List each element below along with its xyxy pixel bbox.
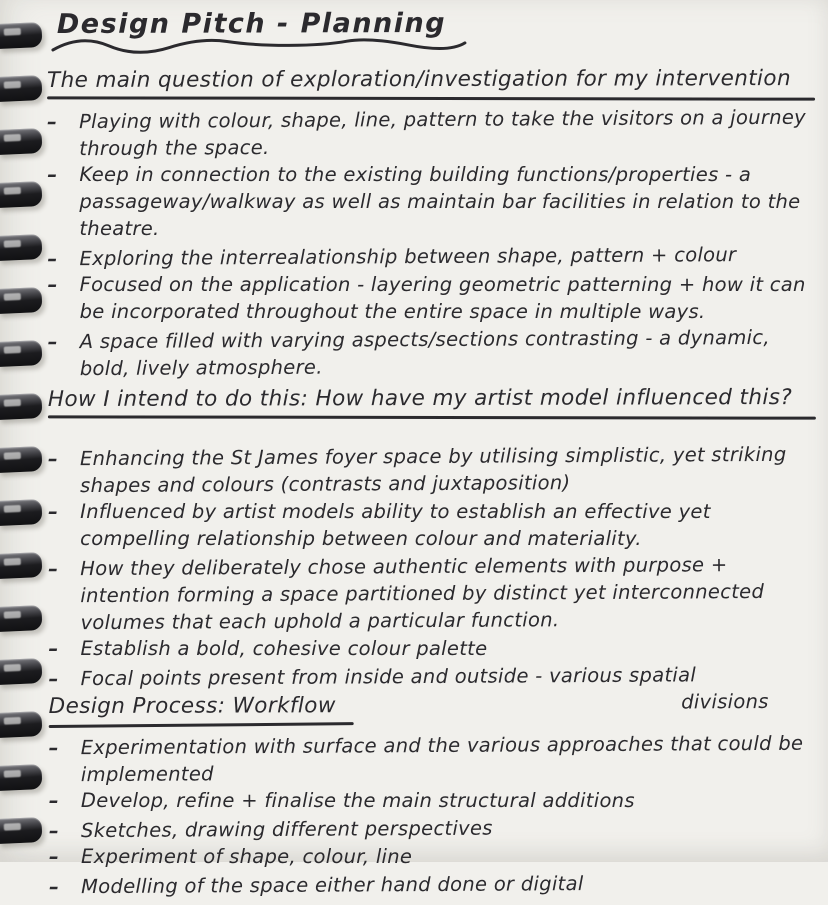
list-item: – Exploring the interrealationship between shape, pattern + colour [47,241,807,273]
list-item: – Keep in connection to the existing building functions/properties - a passageway/walkway as well as maintain bar facilities in relation to the theatre. [47,161,807,242]
spacer [48,424,808,440]
spiral-ring [0,287,43,314]
spiral-ring [0,75,43,102]
section-2-heading: How I intend to do this: How have my artist model influenced this? [47,385,793,412]
list-item: – How they deliberately chose authentic elements with purpose + intention forming a space partitioned by distinct yet interconnected volumes that each uphold a particular function. [48,551,808,637]
spiral-ring [0,605,43,632]
spiral-ring [0,446,43,473]
section-1-heading-block [47,66,807,101]
section-1-bullets [47,105,808,381]
heading-underline [48,415,816,419]
wavy-underline [49,37,469,58]
spiral-ring [0,340,43,367]
list-item: – Enhancing the St James foyer space by utilising simplistic, yet striking shapes and colours (contrasts and juxtaposition) [48,441,808,500]
list-item: – Experiment of shape, colour, line [49,843,809,870]
spiral-ring [0,711,43,738]
list-item: – Influenced by artist models ability to establish an effective yet compelling relationship between colour and materiality. [48,498,808,552]
list-item: – Focused on the application - layering geometric patterning + how it can be incorporated throughout the entire space in multiple ways. [48,271,808,325]
spiral-ring [0,234,43,261]
list-item: – Focal points present from inside and outside - various spatial divisions [48,661,808,720]
spiral-ring [0,499,43,526]
list-item: – Experimentation with surface and the various approaches that could be implemented [49,730,809,789]
spiral-ring [0,181,43,208]
spiral-ring [0,764,43,791]
section-3-bullets [49,731,809,899]
list-item: – Modelling of the space either hand done or digital [49,869,809,901]
spiral-ring [0,658,43,685]
spiral-ring [0,128,43,155]
list-item: – Develop, refine + finalise the main structural additions [49,787,809,814]
section-3-heading: Design Process: Workflow [48,693,336,719]
spiral-ring [0,393,43,420]
handwritten-notes [47,3,809,905]
section-2-bullets [48,442,809,718]
title-block [57,8,469,58]
spiral-ring [0,22,43,49]
section-1-heading: The main question of exploration/investigation for my intervention [46,66,792,93]
heading-underline [47,96,815,100]
list-item: – A space filled with varying aspects/sections contrasting - a dynamic, bold, lively atmosphere. [48,324,808,383]
list-item: – Establish a bold, cohesive colour palette [49,635,809,662]
section-3-heading-block [49,693,354,727]
list-item: – Sketches, drawing different perspectives [49,813,809,845]
spiral-binding [0,0,52,862]
page-title: Design Pitch - Planning [56,7,447,40]
spiral-ring [0,817,43,844]
list-item: – Playing with colour, shape, line, pattern to take the visitors on a journey through the space. [47,104,807,163]
spiral-ring [0,552,43,579]
section-2-heading-block [48,385,808,420]
